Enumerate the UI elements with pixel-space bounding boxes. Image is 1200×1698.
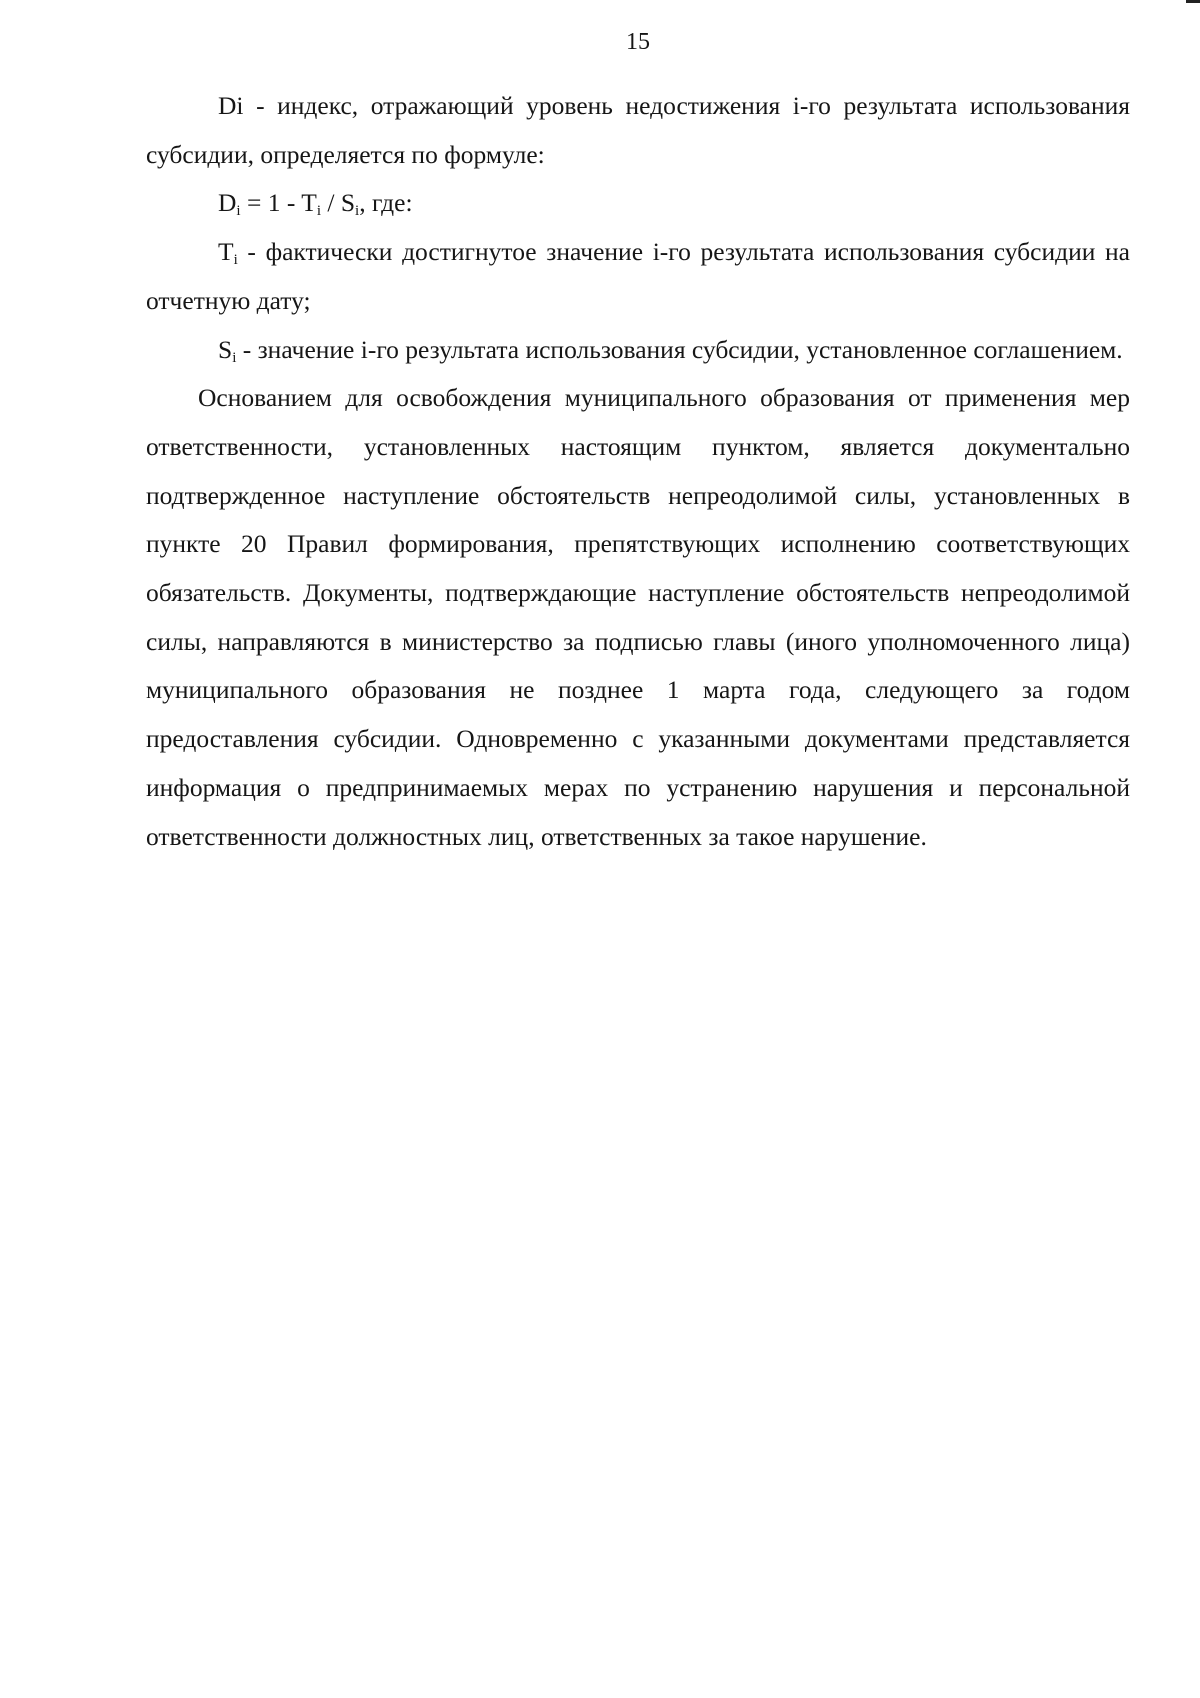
formula-d-subscript: i [236,203,241,220]
paragraph-exemption-grounds: Основанием для освобождения муниципального образования от применения мер ответственности, установленных настоящим пунктом, является документально подтвержденное наступление обстоятельств непреодолимой силы, установленных в пункте 20 Правил формирования, препятствующих исполнению соответствующих обязательств. Документы, подтверждающие наступление обстоятельств непреодолимой силы, направляются в министерство за подписью главы (иного уполномоченного лица) муниципального образования не позднее 1 марта года, следующего за годом предоставления субсидии. Одновременно с указанными документами представляется информация о предпринимаемых мерах по устранению нарушения и персональной ответственности должностных лиц, ответственных за такое нарушение. [146,383,1130,851]
paragraph-ti-definition [146,228,1130,325]
scan-edge-mark [1186,0,1200,3]
formula-t-subscript: i [316,203,322,220]
page-number: 15 [626,29,650,55]
formula-part-2: / [321,188,341,218]
si-definition-text: - значение i-го результата использования субсидии, установленное соглашением. [236,334,1123,364]
ti-symbol: T [218,237,234,267]
formula-part-1: = 1 - [240,188,302,218]
formula-part-3: , где: [359,188,413,218]
di-symbol: Di [218,91,244,120]
paragraph-di-definition [146,82,1130,179]
formula-t-symbol: T [301,188,317,218]
si-symbol: S [218,334,233,364]
formula-d-symbol: D [218,188,237,218]
formula-line [146,179,1130,228]
di-definition-text: - индекс, отражающий уровень недостижения i-го результата использования субсидии, определяется по формуле: [146,91,1130,169]
document-body [146,82,1130,861]
formula-s-subscript: i [355,203,360,220]
ti-definition-text: - фактически достигнутое значение i-го результата использования субсидии на отчетную дату; [146,237,1130,315]
formula-s-symbol: S [340,188,356,218]
si-subscript: i [232,349,237,366]
paragraph-si-definition [146,326,1130,375]
ti-subscript: i [233,252,238,269]
